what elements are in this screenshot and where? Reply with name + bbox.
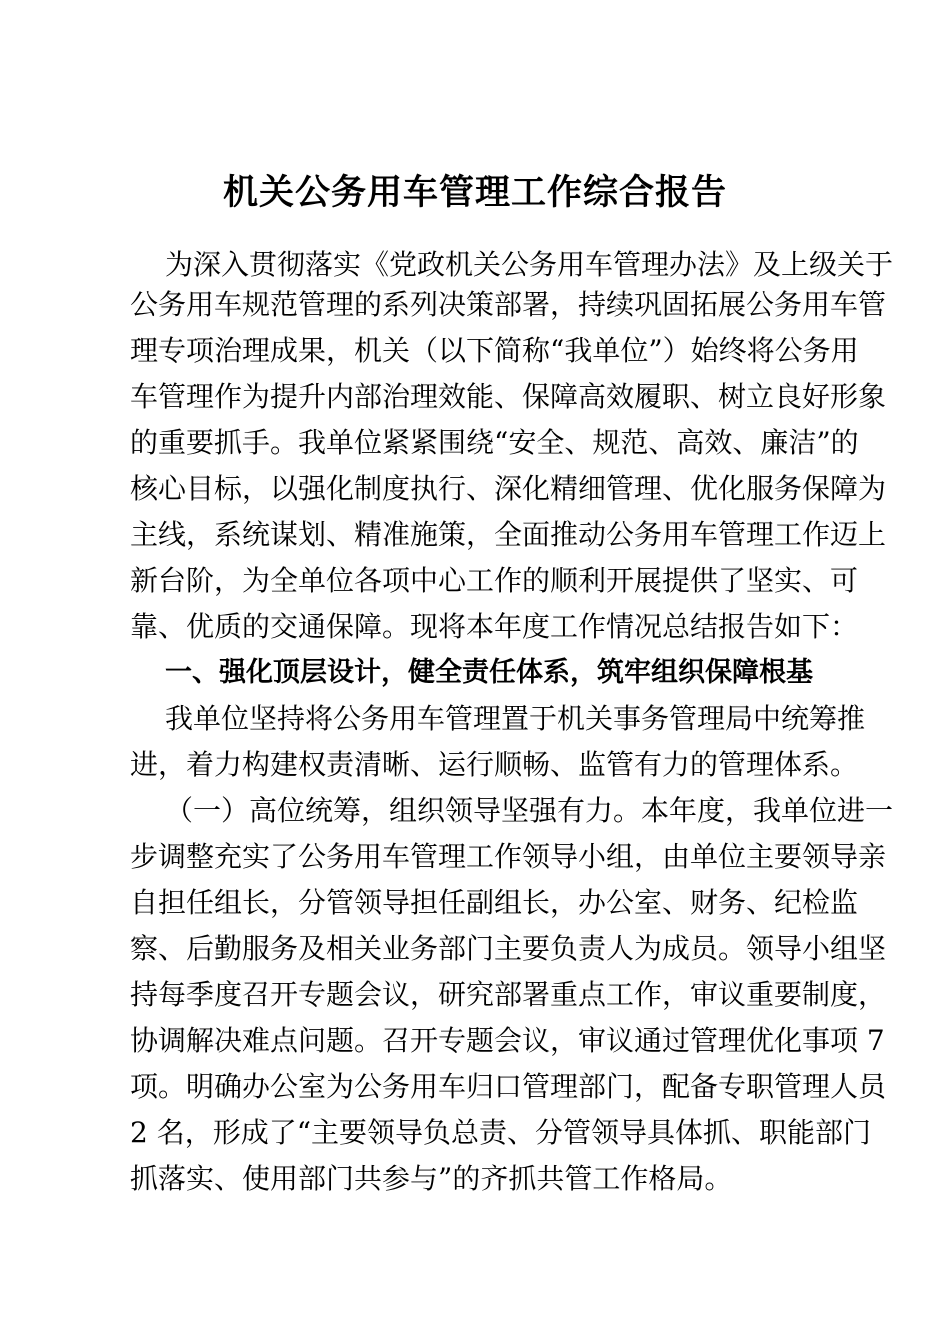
- document-title: 机关公务用车管理工作综合报告: [222, 172, 727, 213]
- paragraph-line: 进，着力构建权责清晰、运行顺畅、监管有力的管理体系。: [130, 748, 859, 781]
- paragraph-line: 察、后勤服务及相关业务部门主要负责人为成员。领导小组坚: [130, 932, 887, 965]
- paragraph-line: 协调解决难点问题。召开专题会议，审议通过管理优化事项 7: [130, 1024, 885, 1057]
- paragraph-line: 持每季度召开专题会议，研究部署重点工作，审议重要制度，: [130, 978, 887, 1011]
- paragraph-line: 核心目标，以强化制度执行、深化精细管理、优化服务保障为: [130, 472, 887, 505]
- paragraph-line: 步调整充实了公务用车管理工作领导小组，由单位主要领导亲: [130, 840, 887, 873]
- paragraph-line: 靠、优质的交通保障。现将本年度工作情况总结报告如下：: [130, 610, 859, 643]
- section-heading: 一、强化顶层设计，健全责任体系，筑牢组织保障根基: [165, 657, 813, 688]
- paragraph-line: 抓落实、使用部门共参与”的齐抓共管工作格局。: [130, 1162, 733, 1195]
- paragraph-line: 车管理作为提升内部治理效能、保障高效履职、树立良好形象: [130, 380, 887, 413]
- paragraph-line: 为深入贯彻落实《党政机关公务用车管理办法》及上级关于: [165, 248, 894, 281]
- paragraph-line: 公务用车规范管理的系列决策部署，持续巩固拓展公务用车管: [130, 288, 887, 321]
- paragraph-line: 理专项治理成果，机关（以下简称“我单位”）始终将公务用: [130, 334, 859, 367]
- paragraph-line: 主线，系统谋划、精准施策，全面推动公务用车管理工作迈上: [130, 518, 887, 551]
- paragraph-line: 我单位坚持将公务用车管理置于机关事务管理局中统筹推: [165, 702, 866, 735]
- paragraph-line: 自担任组长，分管领导担任副组长，办公室、财务、纪检监: [130, 886, 859, 919]
- paragraph-line: 的重要抓手。我单位紧紧围绕“安全、规范、高效、廉洁”的: [130, 426, 859, 459]
- paragraph-line: 新台阶，为全单位各项中心工作的顺利开展提供了坚实、可: [130, 564, 859, 597]
- paragraph-line: （一）高位统筹，组织领导坚强有力。本年度，我单位进一: [165, 794, 894, 827]
- paragraph-line: 2 名，形成了“主要领导负总责、分管领导具体抓、职能部门: [130, 1116, 872, 1149]
- paragraph-line: 项。明确办公室为公务用车归口管理部门，配备专职管理人员: [130, 1070, 887, 1103]
